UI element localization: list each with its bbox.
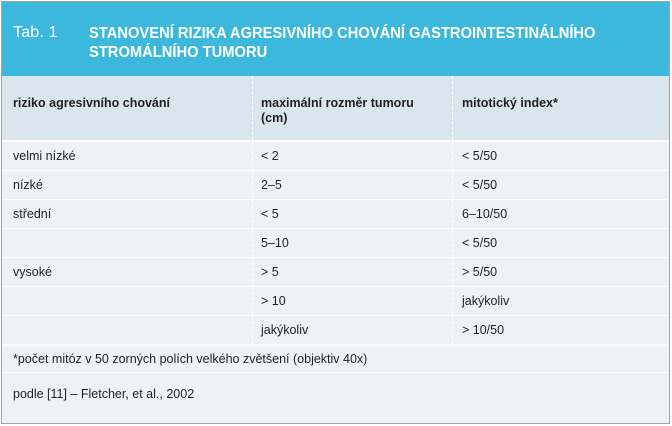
header-mitotic: mitotický index*	[452, 76, 669, 140]
cell-size: < 2	[252, 142, 452, 170]
table-row	[2, 142, 669, 171]
header-risk: riziko agresivního chování	[13, 96, 170, 110]
cell-risk: velmi nízké	[13, 149, 76, 163]
cell-size: 5–10	[252, 229, 452, 257]
table-row	[2, 229, 669, 258]
cell-size: < 5	[252, 200, 452, 228]
table-title: STANOVENÍ RIZIKA AGRESIVNÍHO CHOVÁNÍ GASTROINTESTINÁLNÍHO STROMÁLNÍHO TUMORU	[89, 25, 596, 61]
table-row	[2, 258, 669, 287]
cell-mitotic: > 5/50	[452, 258, 669, 286]
cell-size: > 10	[252, 287, 452, 315]
cell-risk: nízké	[13, 178, 43, 192]
table-label: Tab. 1	[13, 24, 58, 41]
header-size: maximální rozměr tumoru (cm)	[252, 76, 432, 140]
cell-mitotic: < 5/50	[452, 142, 669, 170]
table-source: podle [11] – Fletcher, et al., 2002	[13, 387, 195, 401]
cell-risk: vysoké	[13, 265, 52, 279]
table-grid	[2, 76, 669, 345]
cell-mitotic: > 10/50	[452, 316, 669, 344]
cell-size: 2–5	[252, 171, 452, 199]
table-footnote: *počet mitóz v 50 zorných polích velkého zvětšení (objektiv 40x)	[2, 345, 669, 373]
cell-risk: střední	[13, 207, 52, 221]
table-row	[2, 200, 669, 229]
cell-risk	[2, 229, 252, 257]
table-header-row	[2, 76, 669, 142]
cell-size: > 5	[252, 258, 452, 286]
cell-mitotic: jakýkoliv	[452, 287, 669, 315]
cell-mitotic: < 5/50	[452, 229, 669, 257]
table-row	[2, 287, 669, 316]
cell-risk	[2, 316, 252, 344]
table-frame	[1, 1, 670, 424]
cell-risk	[2, 287, 252, 315]
cell-mitotic: 6–10/50	[452, 200, 669, 228]
cell-size: jakýkoliv	[252, 316, 452, 344]
table-row	[2, 171, 669, 200]
cell-mitotic: < 5/50	[452, 171, 669, 199]
table-row	[2, 316, 669, 345]
table-title-bar	[2, 2, 669, 76]
